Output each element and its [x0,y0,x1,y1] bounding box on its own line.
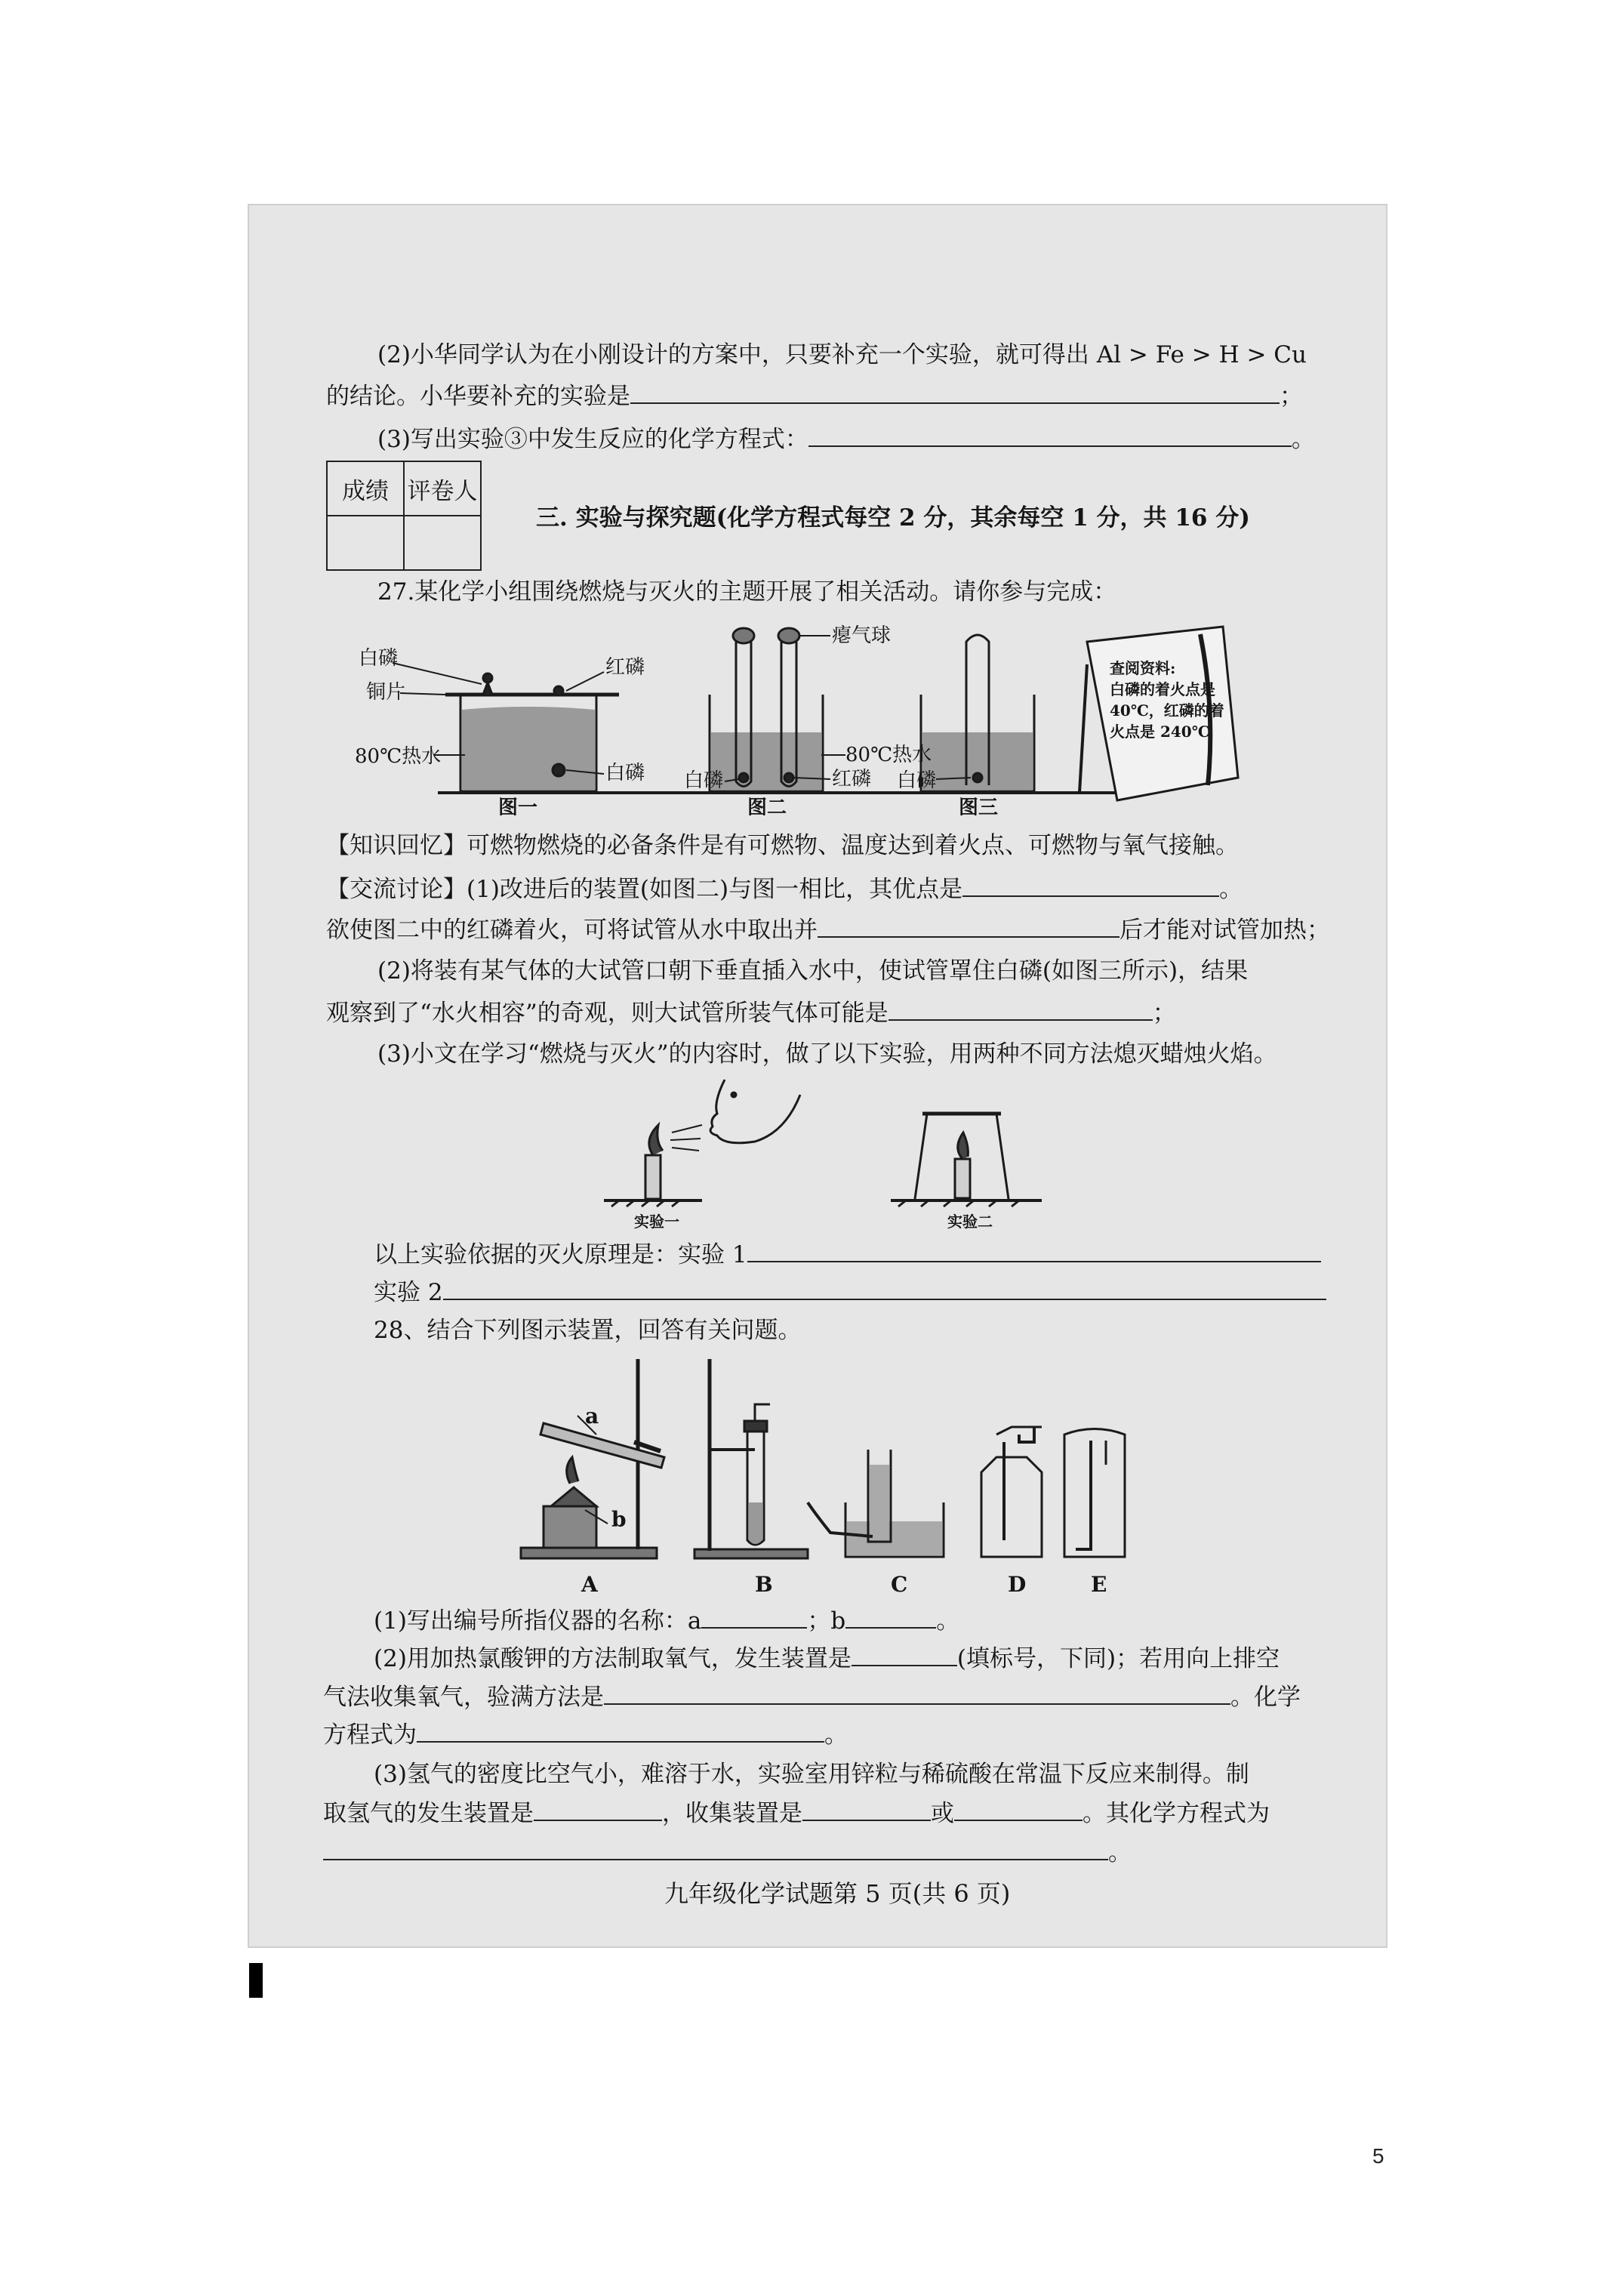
section3-title: 三. 实验与探究题(化学方程式每空 2 分，其余每空 1 分，共 16 分) [536,504,1250,532]
q27-discussion-1a [326,873,1243,905]
q28-intro: 28、结合下列图示装置，回答有关问题。 [374,1317,802,1344]
fig1-label-white-phosphorus-2: 白磷 [605,762,645,784]
grader-cell[interactable] [404,516,481,570]
fig3-caption: 图三 [959,797,999,815]
label-E: E [1091,1572,1107,1597]
red-phosphorus [554,686,563,695]
fig3-beaker [921,635,1034,791]
grader-label: 评卷人 [404,461,481,516]
page-footer: 九年级化学试题第 5 页(共 6 页) [664,1879,1011,1908]
q27-discussion-1a-text: 【交流讨论】(1)改进后的装置(如图二)与图一相比，其优点是 [326,876,963,903]
q28-instrument-b-blank[interactable] [845,1604,936,1629]
note-line4: 火点是 240℃ [1110,723,1210,741]
fig3-label-white-phosphorus: 白磷 [897,769,937,792]
label-b: b [611,1507,627,1532]
q28-part2c [323,1718,848,1750]
experiment1-blow [604,1080,800,1207]
q28-check-full-blank[interactable] [604,1681,1230,1705]
q28-part3b-or: 或 [931,1800,954,1827]
deflated-balloon [733,628,754,643]
q28-part3b-text: 取氢气的发生装置是 [323,1800,534,1827]
q26-part3-line [377,423,1315,455]
q28-part3b-text2: ，收集装置是 [662,1800,802,1827]
q27-principle-1-blank[interactable] [747,1238,1321,1262]
q27-intro: 27.某化学小组围绕燃烧与灭火的主题开展了相关活动。请你参与完成： [377,578,1117,606]
apparatus-E [1064,1429,1125,1558]
page-number: 5 [1372,2144,1384,2168]
q28-part3c-end: 。 [1108,1839,1132,1866]
q28-hydrogen-equation-blank[interactable] [323,1836,1108,1860]
q27-principle-1-text: 以上实验依据的灭火原理是：实验 1 [374,1241,747,1268]
deflated-balloon [778,628,799,643]
q26-part2-text: 的结论。小华要补充的实验是 [326,383,630,410]
q28-oxygen-generator-blank[interactable] [852,1642,957,1666]
q27-discussion-3: (3)小文在学习“燃烧与灭火”的内容时，做了以下实验，用两种不同方法熄灭蜡烛火焰。 [377,1040,1277,1068]
q26-part3-end: 。 [1291,426,1315,453]
q26-part2-line1: (2)小华同学认为在小刚设计的方案中，只要补充一个实验，就可得出 Al > Fe > H > Cu [377,341,1307,368]
label-a: a [585,1404,599,1428]
q28-part2a [374,1642,1280,1674]
label-B: B [755,1572,773,1597]
fig1-label-copper: 铜片 [366,681,406,704]
q27-discussion-1b [326,914,1330,945]
fig2-label-white-phosphorus: 白磷 [684,769,724,792]
white-phosphorus-flame [483,673,492,683]
q28-hydrogen-generator-blank[interactable] [534,1797,662,1821]
q26-part3-answer-blank[interactable] [808,423,1292,447]
fig2-label-red-phosphorus: 红磷 [832,768,872,791]
fig1-label-red-phosphorus: 红磷 [605,656,645,679]
experiment2-cover [891,1114,1042,1207]
q27-recall: 【知识回忆】可燃物燃烧的必备条件是有可燃物、温度达到着火点、可燃物与氧气接触。 [326,832,1239,859]
q27-discussion-1b-text: 欲使图二中的红磷着火，可将试管从水中取出并 [326,917,818,944]
q28-part3b [323,1797,1270,1829]
fig2-label-balloon: 瘪气球 [832,624,892,647]
q28-part2b-text: 气法收集氧气，验满方法是 [323,1684,604,1711]
q27-discussion-1a-end: 。 [1219,876,1243,903]
q27-principle-1 [374,1238,1321,1270]
q26-part3-text: (3)写出实验③中发生反应的化学方程式： [377,426,808,453]
q27-discussion-2a: (2)将装有某气体的大试管口朝下垂直插入水中，使试管罩住白磷(如图三所示)，结果 [377,957,1249,985]
q28-part3b-end: 。其化学方程式为 [1083,1800,1270,1827]
fig2-label-hot-water: 80℃热水 [845,744,932,766]
fig1-label-hot-water: 80℃热水 [355,745,442,768]
candle-experiments [574,1072,1253,1246]
q27-principle-2-blank[interactable] [443,1276,1326,1300]
score-label: 成绩 [327,461,404,516]
score-cell[interactable] [327,516,404,570]
q28-apparatus [513,1351,1178,1601]
q27-discussion-2b [326,997,1176,1028]
q26-part2-line2 [326,380,1303,411]
q28-part1-a-text: (1)写出编号所指仪器的名称：a [374,1607,702,1635]
q28-part3a: (3)氢气的密度比空气小，难溶于水，实验室用锌粒与稀硫酸在常温下反应来制得。制 [374,1761,1249,1788]
q28-oxygen-equation-blank[interactable] [417,1718,824,1743]
q28-part2c-text: 方程式为 [323,1721,417,1749]
fig1-beaker [393,663,619,791]
white-phosphorus-water [553,764,565,776]
note-line2: 白磷的着火点是 [1110,680,1215,698]
q27-gas-blank[interactable] [888,997,1153,1021]
q27-advantage-blank[interactable] [962,873,1219,897]
q28-instrument-a-blank[interactable] [701,1604,807,1629]
fig1-label-white-phosphorus: 白磷 [359,647,399,670]
q27-discussion-1b-end: 后才能对试管加热； [1119,917,1330,944]
q28-part2b [323,1681,1301,1712]
q28-part2c-end: 。 [824,1721,848,1749]
q28-collector-blank-1[interactable] [802,1797,931,1821]
apparatus-C [808,1450,944,1557]
q27-principle-2 [374,1276,1326,1308]
label-D: D [1008,1572,1027,1597]
experiment2-caption: 实验二 [947,1213,993,1231]
scan-marker [249,1963,263,1998]
label-C: C [891,1572,908,1597]
experiment1-caption: 实验一 [634,1213,679,1231]
label-A: A [581,1572,598,1597]
q27-discussion-2b-text: 观察到了“水火相容”的奇观，则大试管所装气体可能是 [326,1000,888,1027]
q28-part1-end: 。 [936,1607,960,1635]
fig2-beaker [710,628,845,791]
q28-part2b-end: 。化学 [1230,1684,1301,1711]
apparatus-D [981,1427,1042,1557]
fig2-caption: 图二 [747,797,787,815]
q28-part2a-text: (2)用加热氯酸钾的方法制取氧气，发生装置是 [374,1645,852,1672]
note-line3: 40℃，红磷的着 [1110,701,1224,720]
q27-discussion-2b-end: ； [1152,1000,1176,1027]
note-line1: 查阅资料: [1110,659,1176,677]
q28-part2a-text2: (填标号，下同)；若用向上排空 [956,1645,1280,1672]
apparatus-B [694,1359,808,1558]
q26-part2-end: ； [1280,383,1303,410]
q27-red-phosphorus-blank[interactable] [818,914,1119,938]
q28-part1 [374,1604,959,1636]
q27-principle-2-text: 实验 2 [374,1279,443,1306]
apparatus-A [521,1359,664,1558]
q28-collector-blank-2[interactable] [954,1797,1083,1821]
q28-part1-b-text: ；b [807,1607,846,1635]
q27-figures [332,619,1344,815]
q28-part3c [323,1836,1132,1868]
fig1-caption: 图一 [498,797,538,815]
score-box [326,461,482,571]
q26-part2-answer-blank[interactable] [630,380,1280,404]
